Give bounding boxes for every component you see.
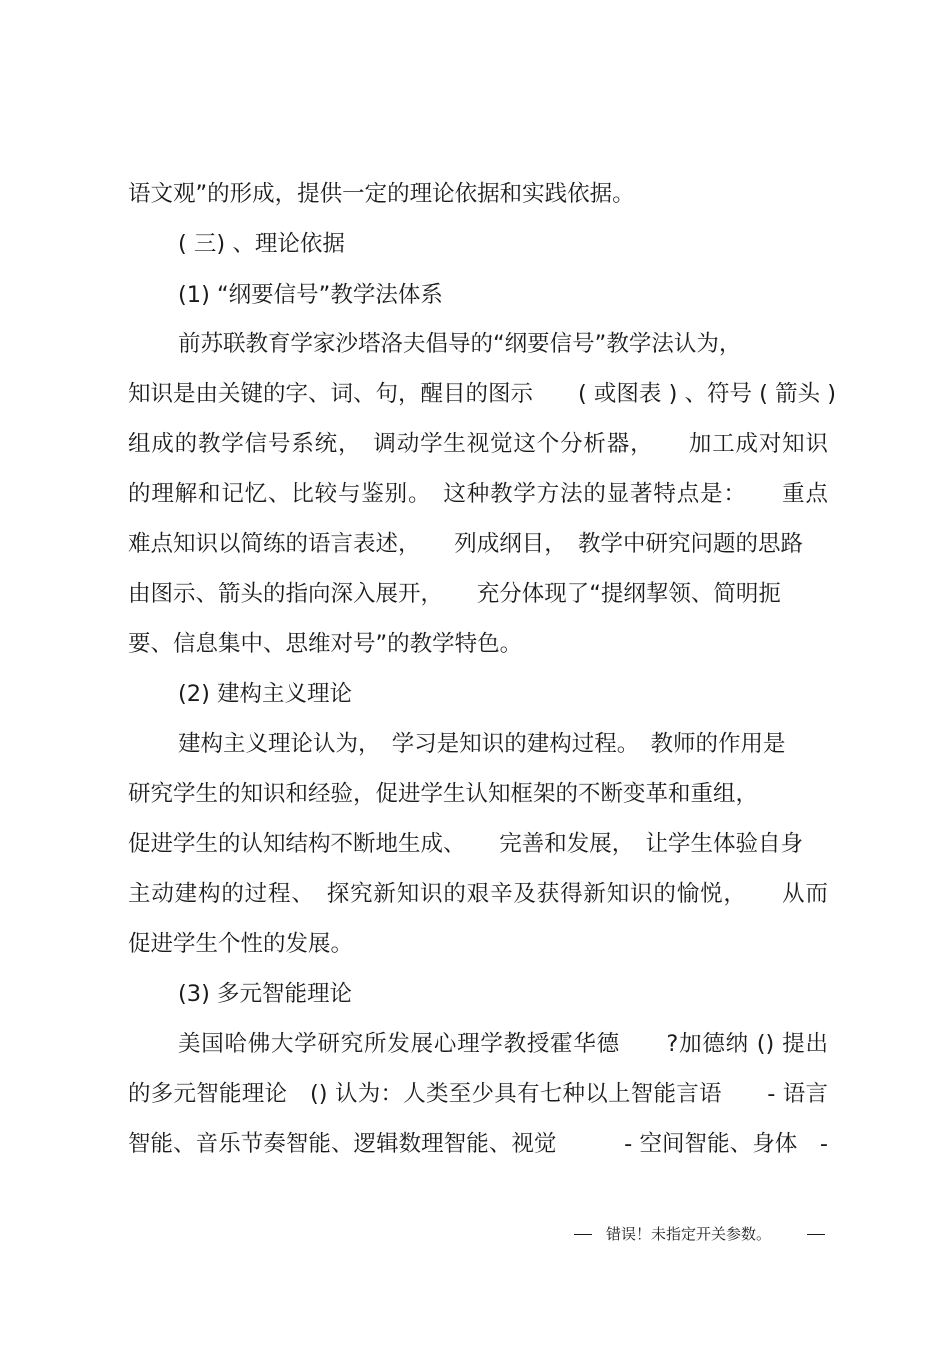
body-line: 主动建构的过程、 探究新知识的艰辛及获得新知识的愉悦， 从而 <box>128 881 828 907</box>
body-line: 研究学生的知识和经验，促进学生认知框架的不断变革和重组， <box>128 781 759 807</box>
paragraph-first-line: 美国哈佛大学研究所发展心理学教授霍华德 ?加德纳 () 提出 <box>178 1031 828 1057</box>
body-line: 知识是由关键的字、词、句，醒目的图示 ( 或图表 ) 、符号 ( 箭头 ) <box>128 381 837 407</box>
footer-left-dash <box>574 1234 592 1235</box>
footer-text: 错误！未指定开关参数。 <box>606 1225 772 1243</box>
paragraph-first-line: 前苏联教育学家沙塔洛夫倡导的“纲要信号”教学法认为， <box>178 331 742 357</box>
body-line: 的理解和记忆、比较与鉴别。 这种教学方法的显著特点是： 重点 <box>128 481 828 507</box>
body-line: 智能、音乐节奏智能、逻辑数理智能、视觉 - 空间智能、身体 - <box>128 1131 828 1157</box>
body-line: 语文观”的形成，提供一定的理论依据和实践依据。 <box>128 181 635 207</box>
body-line: 促进学生个性的发展。 <box>128 931 354 957</box>
section-heading: ( 三) 、理论依据 <box>178 231 345 257</box>
paragraph-first-line: 建构主义理论认为， 学习是知识的建构过程。 教师的作用是 <box>178 731 786 757</box>
subsection-heading: (3) 多元智能理论 <box>178 981 353 1007</box>
body-line: 促进学生的认知结构不断地生成、 完善和发展， 让学生体验自身 <box>128 831 804 857</box>
subsection-heading: (1) “纲要信号”教学法体系 <box>178 282 443 308</box>
body-line: 组成的教学信号系统， 调动学生视觉这个分析器， 加工成对知识 <box>128 431 828 457</box>
footer-right-dash <box>807 1234 825 1235</box>
page-footer <box>574 1222 836 1246</box>
body-line: 的多元智能理论 () 认为：人类至少具有七种以上智能言语 - 语言 <box>128 1081 828 1107</box>
subsection-heading: (2) 建构主义理论 <box>178 681 353 707</box>
body-line: 由图示、箭头的指向深入展开， 充分体现了“提纲挈领、简明扼 <box>128 581 781 607</box>
body-line: 要、信息集中、思维对号”的教学特色。 <box>128 631 523 657</box>
body-line: 难点知识以简练的语言表述， 列成纲目， 教学中研究问题的思路 <box>128 531 804 557</box>
